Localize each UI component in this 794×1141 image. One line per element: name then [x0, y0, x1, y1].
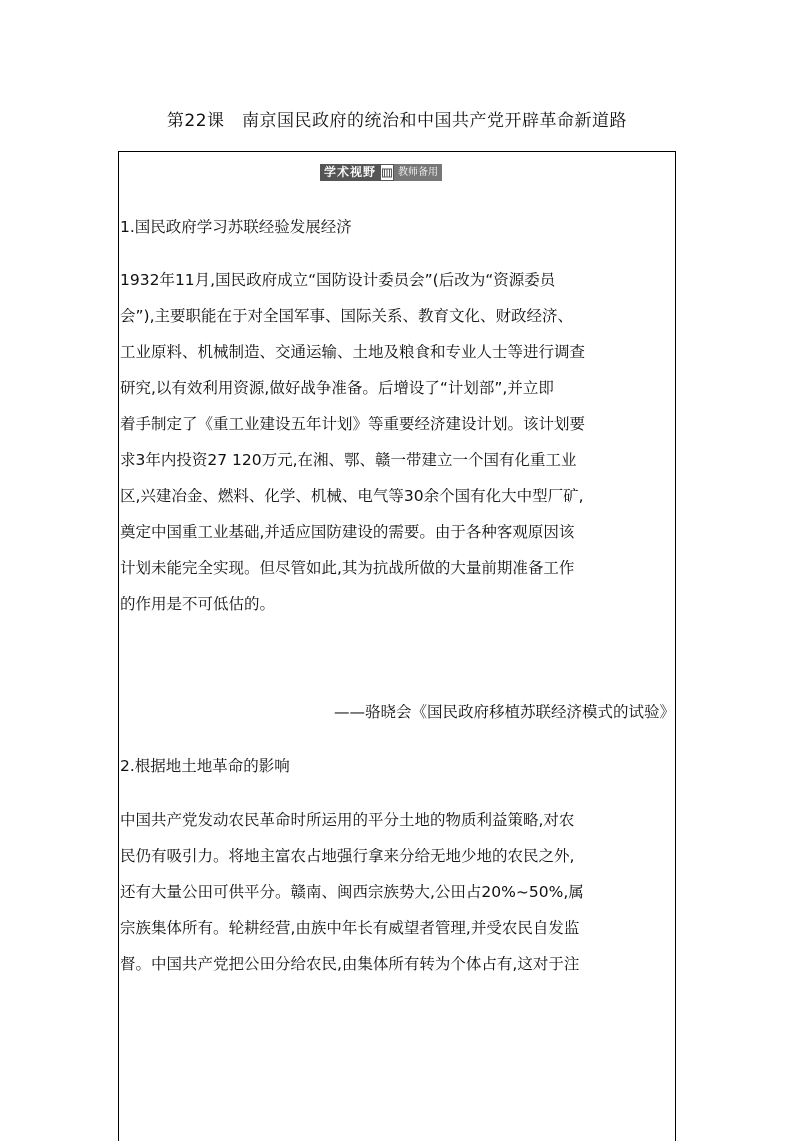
section-heading: 1.国民政府学习苏联经验发展经济 [120, 218, 352, 236]
section2-body [120, 806, 675, 979]
paragraph-line: 着手制定了《重工业建设五年计划》等重要经济建设计划。该计划要 [120, 415, 586, 433]
paragraph-line: 民仍有吸引力。将地主富农占地强行拿来分给无地少地的农民之外, [120, 847, 575, 865]
section1-body [120, 266, 675, 619]
book-icon [380, 164, 394, 181]
paragraph-line: 研究,以有效利用资源,做好战争准备。后增设了“计划部”,并立即 [120, 379, 554, 397]
paragraph-line: 工业原料、机械制造、交通运输、土地及粮食和专业人士等进行调查 [120, 343, 586, 361]
paragraph-line: 还有大量公田可供平分。赣南、闽西宗族势大,公田占20%~50%,属 [120, 883, 584, 901]
banner-main-label: 学术视野 [320, 164, 380, 181]
academic-vision-banner [320, 164, 442, 181]
paragraph-line: 中国共产党发动农民革命时所运用的平分土地的物质利益策略,对农 [120, 811, 575, 829]
paragraph-line: 宗族集体所有。轮耕经营,由族中年长有威望者管理,并受农民自发监 [120, 919, 580, 937]
paragraph-line: 计划未能完全实现。但尽管如此,其为抗战所做的大量前期准备工作 [120, 559, 575, 577]
source-citation [120, 698, 675, 727]
banner-sub-label: 教师备用 [394, 164, 442, 181]
paragraph-line: 督。中国共产党把公田分给农民,由集体所有转为个体占有,这对于注 [120, 955, 580, 973]
paragraph-line: 求3年内投资27 120万元,在湘、鄂、赣一带建立一个国有化重工业 [120, 451, 577, 469]
section-heading: 2.根据地土地革命的影响 [120, 757, 290, 775]
paragraph-line: 的作用是不可低估的。 [120, 595, 276, 613]
paragraph-line: 会”),主要职能在于对全国军事、国际关系、教育文化、财政经济、 [120, 307, 574, 325]
page-title: 第22课 南京国民政府的统治和中国共产党开辟革命新道路 [166, 111, 628, 131]
paragraph-line: 1932年11月,国民政府成立“国防设计委员会”(后改为“资源委员 [120, 271, 556, 289]
section1-heading [120, 213, 675, 242]
paragraph-line: 区,兴建冶金、燃料、化学、机械、电气等30余个国有化大中型厂矿, [120, 487, 584, 505]
citation-text: ——骆晓会《国民政府移植苏联经济模式的试验》 [333, 703, 675, 721]
paragraph-line: 奠定中国重工业基础,并适应国防建设的需要。由于各种客观原因该 [120, 523, 575, 541]
section2-heading [120, 752, 675, 781]
